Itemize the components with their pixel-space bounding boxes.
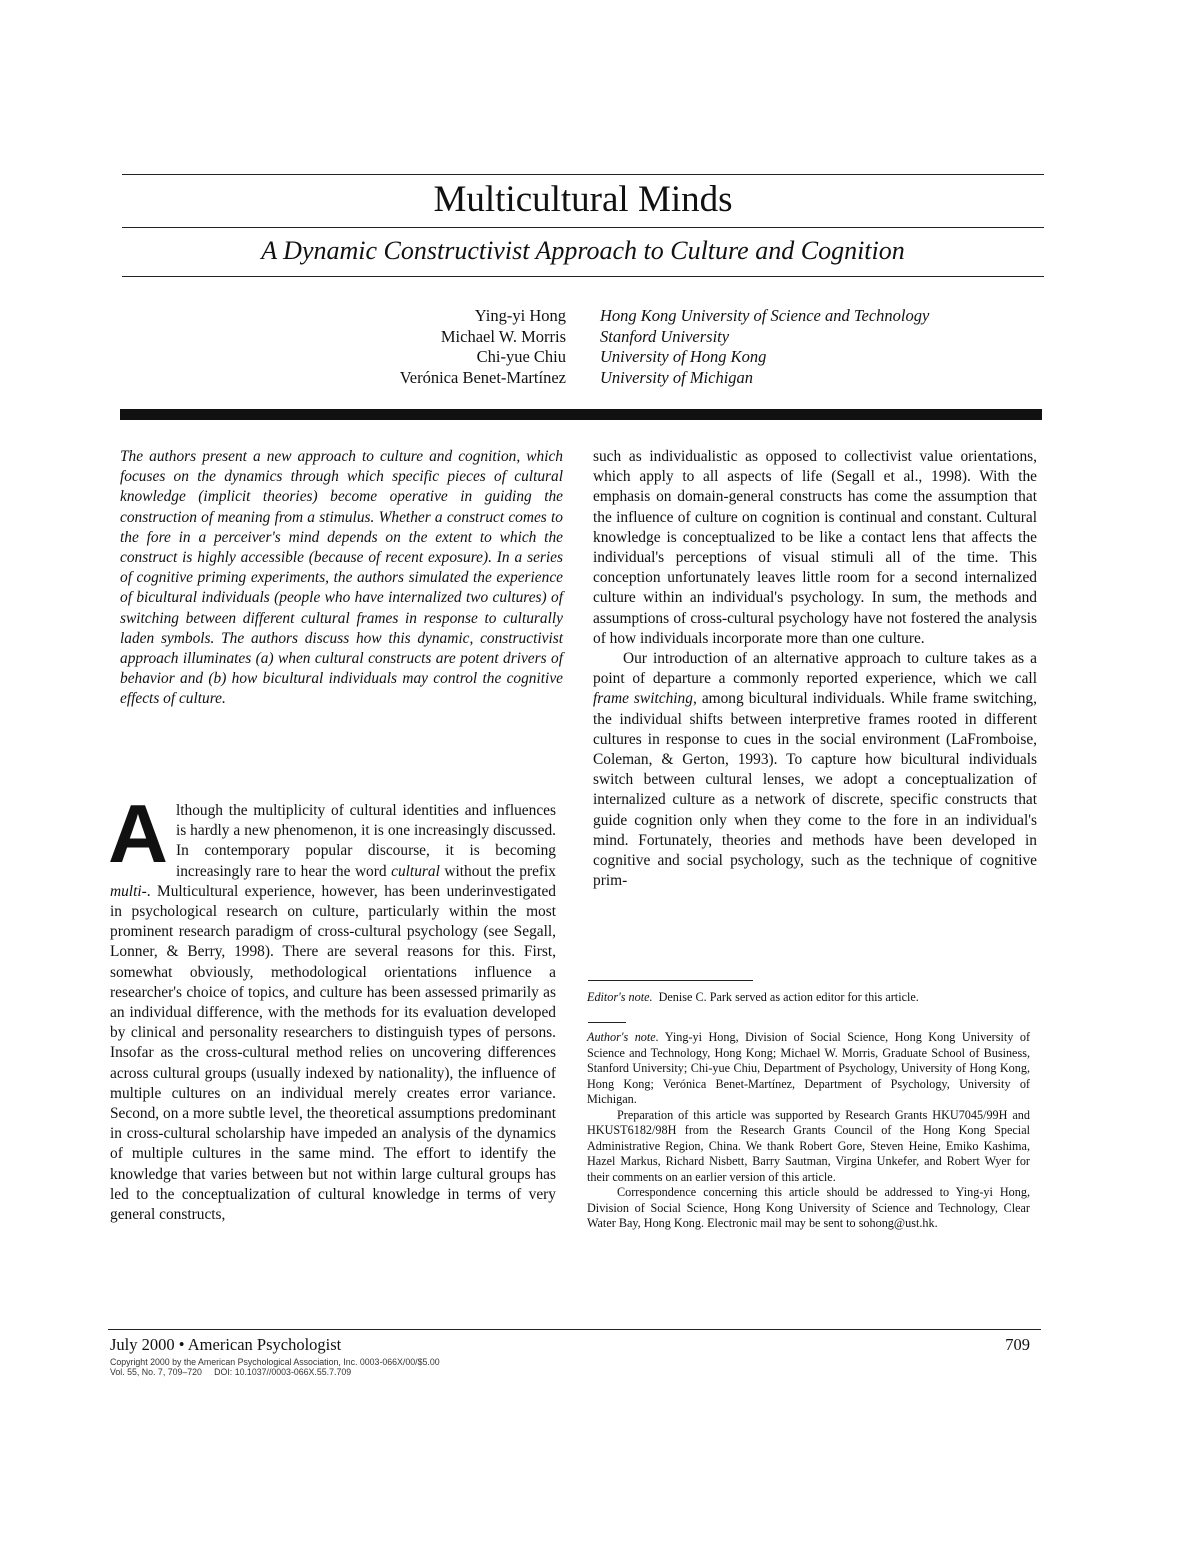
author-name: Verónica Benet-Martínez	[399, 367, 566, 387]
subtitle-bottom-rule	[122, 276, 1044, 277]
author-affiliations	[600, 306, 1040, 388]
header-separator-bar	[120, 409, 1042, 420]
authors-note-label: Author's note.	[587, 1030, 659, 1044]
article-subtitle: A Dynamic Constructivist Approach to Culture and Cognition	[261, 236, 905, 265]
authors-note-affiliations: Author's note. Ying-yi Hong, Division of Social Science, Hong Kong University of Science and Technology, Hong Kong; Michael W. Morris, Graduate School of Business, Stanford University; Chi-yue Chiu, Department of Psychology, University of Hong Kong, Hong Kong; Verónica Benet-Martínez, Department of Psychology, University of Michigan.	[587, 1030, 1031, 1106]
editors-note-label: Editor's note.	[587, 990, 653, 1004]
footnote-rule-short	[588, 1022, 626, 1023]
author-name: Chi-yue Chiu	[476, 347, 566, 366]
author-affiliation: Stanford University	[600, 326, 730, 346]
body-column-left	[108, 787, 557, 1225]
author-affiliation: Hong Kong University of Science and Technology	[600, 306, 930, 325]
editors-note: Editor's note. Denise C. Park served as action editor for this article.	[587, 990, 919, 1004]
footer-rule	[108, 1329, 1041, 1330]
authors-note	[587, 1030, 1030, 1232]
drop-cap: A	[108, 787, 168, 880]
journal-issue: July 2000 • American Psychologist	[110, 1335, 342, 1354]
abstract: The authors present a new approach to culture and cognition, which focuses on the dynamics through which specific pieces of cultural knowledge (implicit theories) become operative in guiding the construction of meaning from a stimulus. Whether a construct comes to the fore in a perceiver's mind depends on the extent to which the construct is highly accessible (because of recent exposure). In a series of cognitive priming experiments, the authors simulated the experience of bicultural individuals (people who have internalized two cultures) of switching between different cultural frames in response to culturally laden symbols. The authors discuss how this dynamic, constructivist approach illuminates (a) when cultural constructs are potent drivers of behavior and (b) how bicultural individuals may control the cognitive effects of culture.	[120, 448, 563, 708]
body-paragraph: such as individualistic as opposed to collectivist value orientations, which apply to all aspects of life (Segall et al., 1998). With the emphasis on domain-general constructs has come the assumption that the influence of culture on cognition is continual and constant. Cultural knowledge is conceptualized to be like a contact lens that affects the individual's perceptions of visual stimuli all of the time. This conception unfortunately leaves little room for a second internalized culture within an individual's psychology. In sum, the methods and assumptions of cross-cultural psychology have not fostered the analysis of how individuals incorporate more than one culture.	[593, 448, 1037, 647]
author-names	[300, 306, 566, 388]
copyright-line: Copyright 2000 by the American Psychological Association, Inc. 0003-066X/00/$5.00	[110, 1357, 440, 1367]
volume-doi-line: Vol. 55, No. 7, 709–720 DOI: 10.1037//0003-066X.55.7.709	[110, 1367, 352, 1377]
copyright-block	[110, 1357, 440, 1377]
article-title: Multicultural Minds	[433, 179, 733, 220]
funding-acknowledgments: Preparation of this article was supported by Research Grants HKU7045/99H and HKUST6182/98H from the Research Grants Council of the Hong Kong Special Administrative Region, China. We thank Robert Gore, Steven Heine, Emiko Kashima, Hazel Markus, Richard Nisbett, Barry Sautman, Virgina Unkefer, and Robert Wyer for their comments on an earlier version of this article.	[587, 1107, 1030, 1184]
author-affiliation: University of Hong Kong	[600, 347, 767, 366]
body-column-right	[593, 447, 1037, 891]
author-affiliation: University of Michigan	[600, 367, 754, 387]
title-top-rule	[122, 174, 1044, 175]
footnote-rule	[588, 980, 753, 981]
author-name: Ying-yi Hong	[474, 306, 566, 325]
page-number: 709	[1005, 1335, 1030, 1354]
title-bottom-rule	[122, 227, 1044, 228]
body-paragraph: Our introduction of an alternative approach to culture takes as a point of departure a commonly reported experience, which we call frame switching, among bicultural individuals. While frame switching, the individual shifts between interpretive frames rooted in different cultures in response to cues in the social environment (LaFromboise, Coleman, & Gerton, 1993). To capture how bicultural individuals switch between cultural lenses, we adopt a conceptualization of internalized culture as a network of discrete, specific constructs that guide cognition only when they come to the fore in an individual's mind. Fortunately, theories and methods have been developed in cognitive and social psychology, such as the technique of cognitive prim-	[593, 650, 1037, 890]
intro-paragraph: Although the multiplicity of cultural identities and influences is hardly a new phenomenon, it is one increasingly discussed. In contemporary popular discourse, it is becoming increasingly rare to hear the word cultural without the prefix multi-. Multicultural experience, however, has been underinvestigated in psychological research on culture, particularly within the most prominent research paradigm of cross-cultural psychology (see Segall, Lonner, & Berry, 1998). There are several reasons for this. First, somewhat obviously, methodological orientations influence a researcher's choice of topics, and culture has been assessed primarily as an individual difference, with the methods for its evaluation developed by clinical and personality researchers to distinguish types of persons. Insofar as the cross-cultural method relies on uncovering differences across cultural groups (usually indexed by nationality), the influence of multiple cultures on an individual merely creates error variance. Second, on a more subtle level, the theoretical assumptions predominant in cross-cultural scholarship have impeded an analysis of the dynamics of multiple cultures in the same mind. The effort to identify the knowledge that varies between but not within large cultural groups has led to the conceptualization of cultural knowledge in terms of very general constructs,	[108, 787, 557, 1224]
author-name: Michael W. Morris	[440, 326, 566, 346]
correspondence-note: Correspondence concerning this article should be addressed to Ying-yi Hong, Division of Social Science, Hong Kong University of Science and Technology, Clear Water Bay, Hong Kong. Electronic mail may be sent to sohong@ust.hk.	[587, 1185, 1030, 1230]
